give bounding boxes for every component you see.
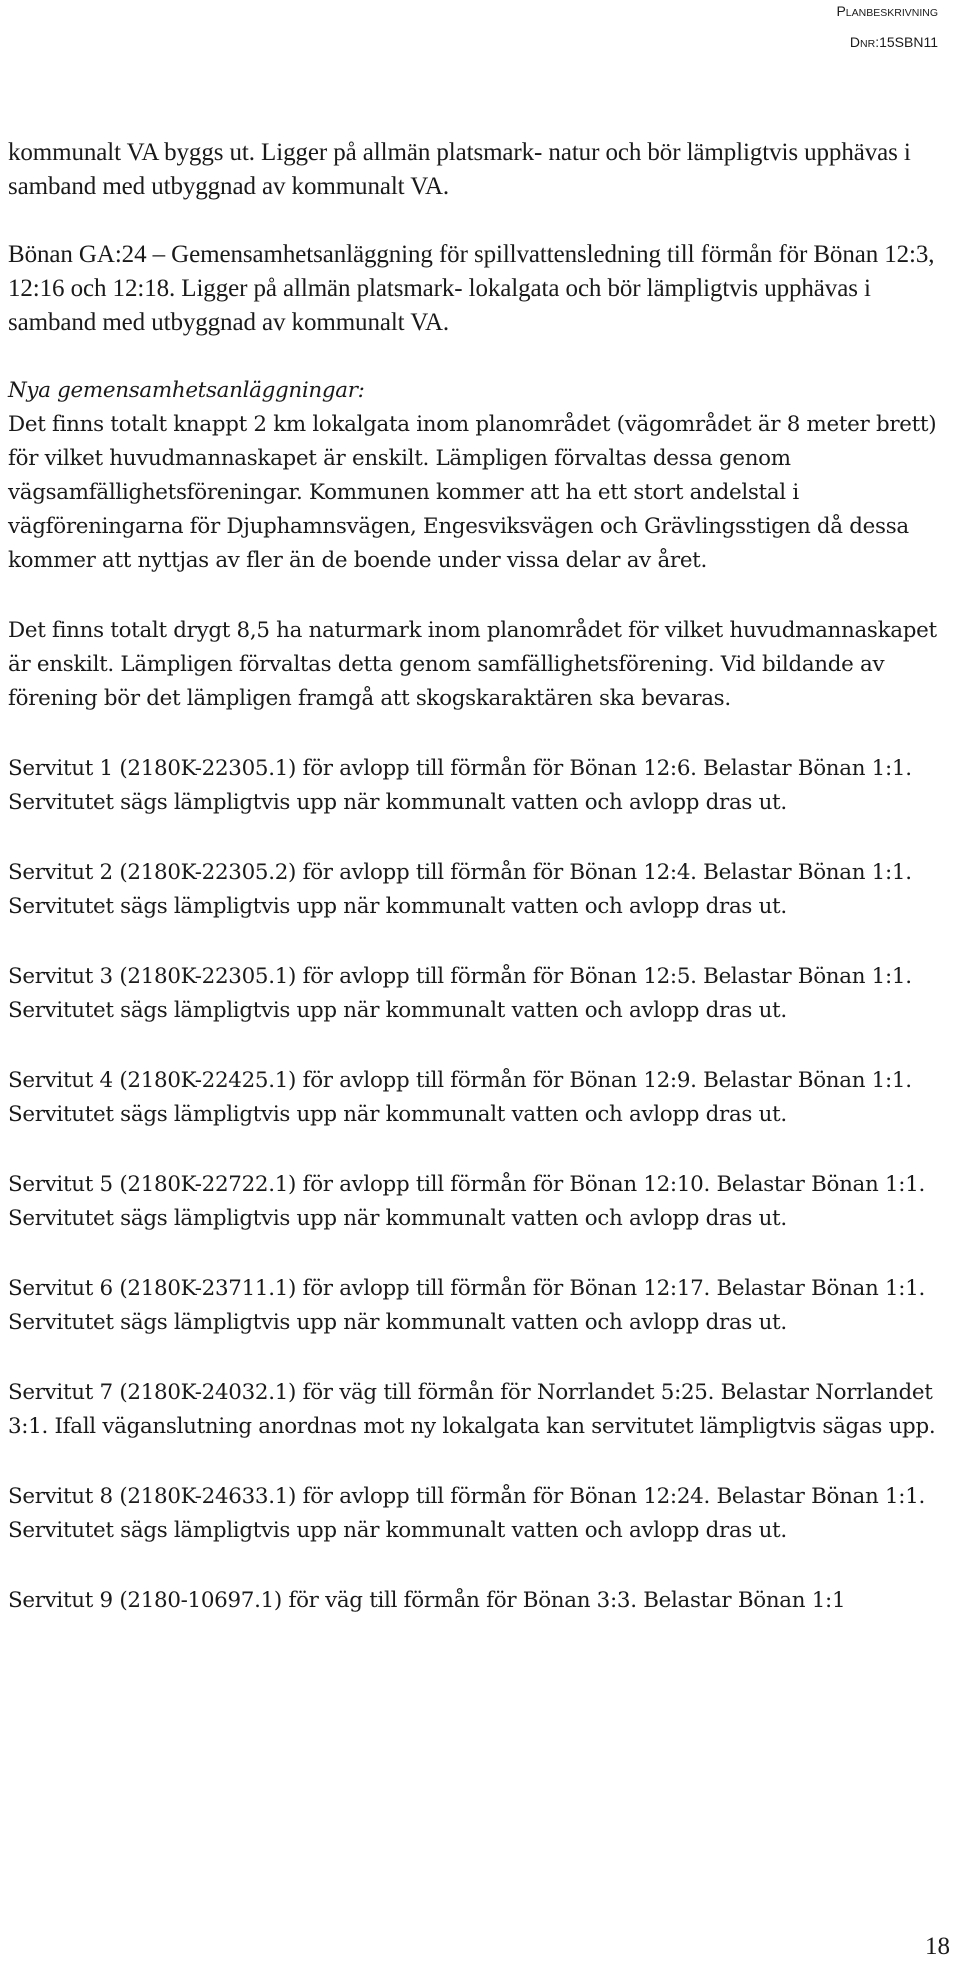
paragraph-servitut-3: Servitut 3 (2180K-22305.1) för avlopp till förmån för Bönan 12:5. Belastar Bönan 1:1. Servitutet sägs lämpligtvis upp när kommunalt vatten och avlopp dras ut.: [8, 964, 912, 1023]
section-heading-nya-ga: Nya gemensamhetsanläggningar:: [8, 378, 365, 403]
paragraph-servitut-2: Servitut 2 (2180K-22305.2) för avlopp till förmån för Bönan 12:4. Belastar Bönan 1:1. Servitutet sägs lämpligtvis upp när kommunalt vatten och avlopp dras ut.: [8, 860, 912, 919]
paragraph-naturmark: Det finns totalt drygt 8,5 ha naturmark inom planområdet för vilket huvudmannaskapet är enskilt. Lämpligen förvaltas detta genom samfällighetsförening. Vid bildande av förening bör det lämpligen framgå att skogskaraktären ska bevaras.: [8, 618, 937, 711]
paragraph-lokalgata: Det finns totalt knappt 2 km lokalgata inom planområdet (vägområdet är 8 meter brett) för vilket huvudmannaskapet är enskilt. Lämpligen förvaltas dessa genom vägsamfällighetsföreningar. Kommunen kommer att ha ett stort andelstal i vägföreningarna för Djuphamnsvägen, Engesviksvägen och Grävlingsstigen då dessa kommer att nyttjas av fler än de boende under vissa delar av året.: [8, 412, 937, 573]
paragraph-va-natur: kommunalt VA byggs ut. Ligger på allmän platsmark- natur och bör lämpligtvis upphävas i samband med utbyggnad av kommunalt VA.: [8, 139, 911, 200]
page-number: 18: [925, 1933, 950, 1960]
paragraph-servitut-5: Servitut 5 (2180K-22722.1) för avlopp till förmån för Bönan 12:10. Belastar Bönan 1:1. Servitutet sägs lämpligtvis upp när kommunalt vatten och avlopp dras ut.: [8, 1172, 926, 1231]
document-number-label: DNR:15SBN11: [849, 34, 938, 50]
paragraph-servitut-4: Servitut 4 (2180K-22425.1) för avlopp till förmån för Bönan 12:9. Belastar Bönan 1:1. Servitutet sägs lämpligtvis upp när kommunalt vatten och avlopp dras ut.: [8, 1068, 912, 1127]
paragraph-servitut-6: Servitut 6 (2180K-23711.1) för avlopp till förmån för Bönan 12:17. Belastar Bönan 1:1. Servitutet sägs lämpligtvis upp när kommunalt vatten och avlopp dras ut.: [8, 1276, 926, 1335]
document-body: [8, 136, 954, 1618]
document-type-label: PLANBESKRIVNING: [836, 3, 938, 19]
paragraph-servitut-8: Servitut 8 (2180K-24633.1) för avlopp till förmån för Bönan 12:24. Belastar Bönan 1:1. Servitutet sägs lämpligtvis upp när kommunalt vatten och avlopp dras ut.: [8, 1484, 926, 1543]
paragraph-ga24: Bönan GA:24 – Gemensamhetsanläggning för spillvattensledning till förmån för Bönan 12:3, 12:16 och 12:18. Ligger på allmän platsmark- lokalgata och bör lämpligtvis upphävas i samband med utbyggnad av kommunalt VA.: [8, 241, 935, 336]
paragraph-servitut-7: Servitut 7 (2180K-24032.1) för väg till förmån för Norrlandet 5:25. Belastar Norrlandet 3:1. Ifall väganslutning anordnas mot ny lokalgata kan servitutet lämpligtvis sägas upp.: [8, 1380, 936, 1439]
paragraph-servitut-1: Servitut 1 (2180K-22305.1) för avlopp till förmån för Bönan 12:6. Belastar Bönan 1:1. Servitutet sägs lämpligtvis upp när kommunalt vatten och avlopp dras ut.: [8, 756, 912, 815]
paragraph-servitut-9: Servitut 9 (2180-10697.1) för väg till förmån för Bönan 3:3. Belastar Bönan 1:1: [8, 1588, 846, 1613]
